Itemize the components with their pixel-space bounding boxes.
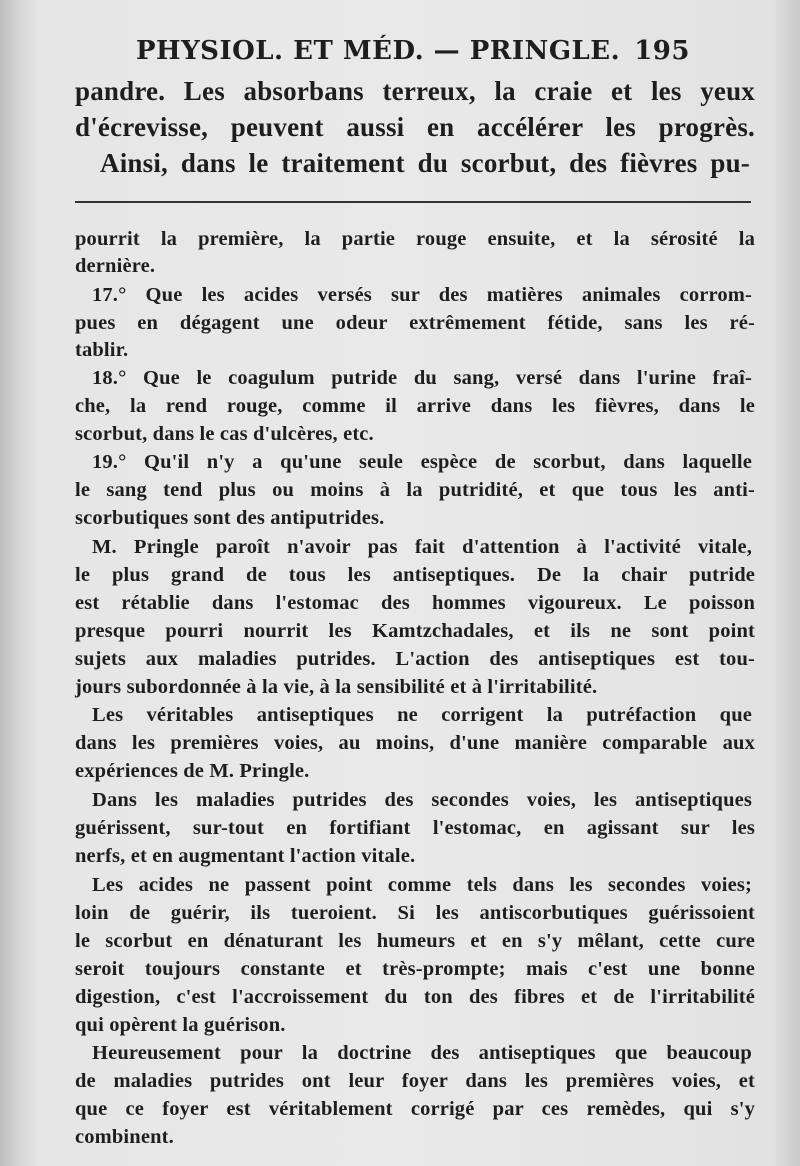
text-line: de maladies putrides ont leur foyer dans les premières voies, et	[75, 1070, 755, 1092]
text-line: guérissent, sur-tout en fortifiant l'estomac, en agissant sur les	[75, 817, 755, 839]
text-line: Les acides ne passent point comme tels dans les secondes voies;	[92, 874, 752, 896]
text-line: nerfs, et en augmentant l'action vitale.	[75, 845, 416, 867]
text-line: digestion, c'est l'accroissement du ton des fibres et de l'irritabilité	[75, 986, 755, 1008]
text-line: Dans les maladies putrides des secondes voies, les antiseptiques	[92, 789, 752, 811]
text-line: sujets aux maladies putrides. L'action des antiseptiques est tou-	[75, 648, 755, 670]
text-line: pues en dégagent une odeur extrêmement fétide, sans les ré-	[75, 312, 755, 334]
text-line: 19.° Qu'il n'y a qu'une seule espèce de scorbut, dans laquelle	[92, 451, 752, 473]
text-line: Les véritables antiseptiques ne corrigent la putréfaction que	[92, 704, 752, 726]
text-line: qui opèrent la guérison.	[75, 1014, 286, 1036]
upper-line: Ainsi, dans le traitement du scorbut, des fièvres pu-	[100, 148, 750, 178]
text-line: le scorbut en dénaturant les humeurs et en s'y mêlant, cette cure	[75, 930, 755, 952]
text-line: que ce foyer est véritablement corrigé par ces remèdes, qui s'y	[75, 1098, 755, 1120]
text-line: M. Pringle paroît n'avoir pas fait d'attention à l'activité vitale,	[92, 536, 752, 558]
text-line: combinent.	[75, 1126, 174, 1148]
separator-rule	[75, 201, 751, 203]
text-line: presque pourri nourrit les Kamtzchadales, et ils ne sont point	[75, 620, 755, 642]
text-line: 18.° Que le coagulum putride du sang, versé dans l'urine fraî-	[92, 367, 752, 389]
upper-line: d'écrevisse, peuvent aussi en accélérer les progrès.	[75, 112, 755, 142]
text-line: dernière.	[75, 255, 156, 277]
text-line: 17.° Que les acides versés sur des matières animales corrom-	[92, 284, 752, 306]
header-title: PHYSIOL. ET MÉD. — PRINGLE.	[136, 36, 621, 66]
text-line: jours subordonnée à la vie, à la sensibilité et à l'irritabilité.	[75, 676, 598, 698]
running-header	[136, 36, 756, 76]
text-line: le sang tend plus ou moins à la putridité, et que tous les anti-	[75, 479, 755, 501]
text-line: expériences de M. Pringle.	[75, 760, 310, 782]
page-number: 195	[634, 36, 690, 66]
text-line: Heureusement pour la doctrine des antiseptiques que beaucoup	[92, 1042, 752, 1064]
text-line: dans les premières voies, au moins, d'une manière comparable aux	[75, 732, 755, 754]
upper-line: pandre. Les absorbans terreux, la craie et les yeux	[75, 76, 755, 106]
text-line: scorbut, dans le cas d'ulcères, etc.	[75, 423, 374, 445]
text-line: le plus grand de tous les antiseptiques. De la chair putride	[75, 564, 755, 586]
text-line: che, la rend rouge, comme il arrive dans les fièvres, dans le	[75, 395, 755, 417]
text-line: est rétablie dans l'estomac des hommes vigoureux. Le poisson	[75, 592, 755, 614]
text-line: tablir.	[75, 339, 129, 361]
text-line: seroit toujours constante et très-prompte; mais c'est une bonne	[75, 958, 755, 980]
text-line: loin de guérir, ils tueroient. Si les antiscorbutiques guérissoient	[75, 902, 755, 924]
text-line: pourrit la première, la partie rouge ensuite, et la sérosité la	[75, 228, 755, 250]
text-line: scorbutiques sont des antiputrides.	[75, 507, 385, 529]
